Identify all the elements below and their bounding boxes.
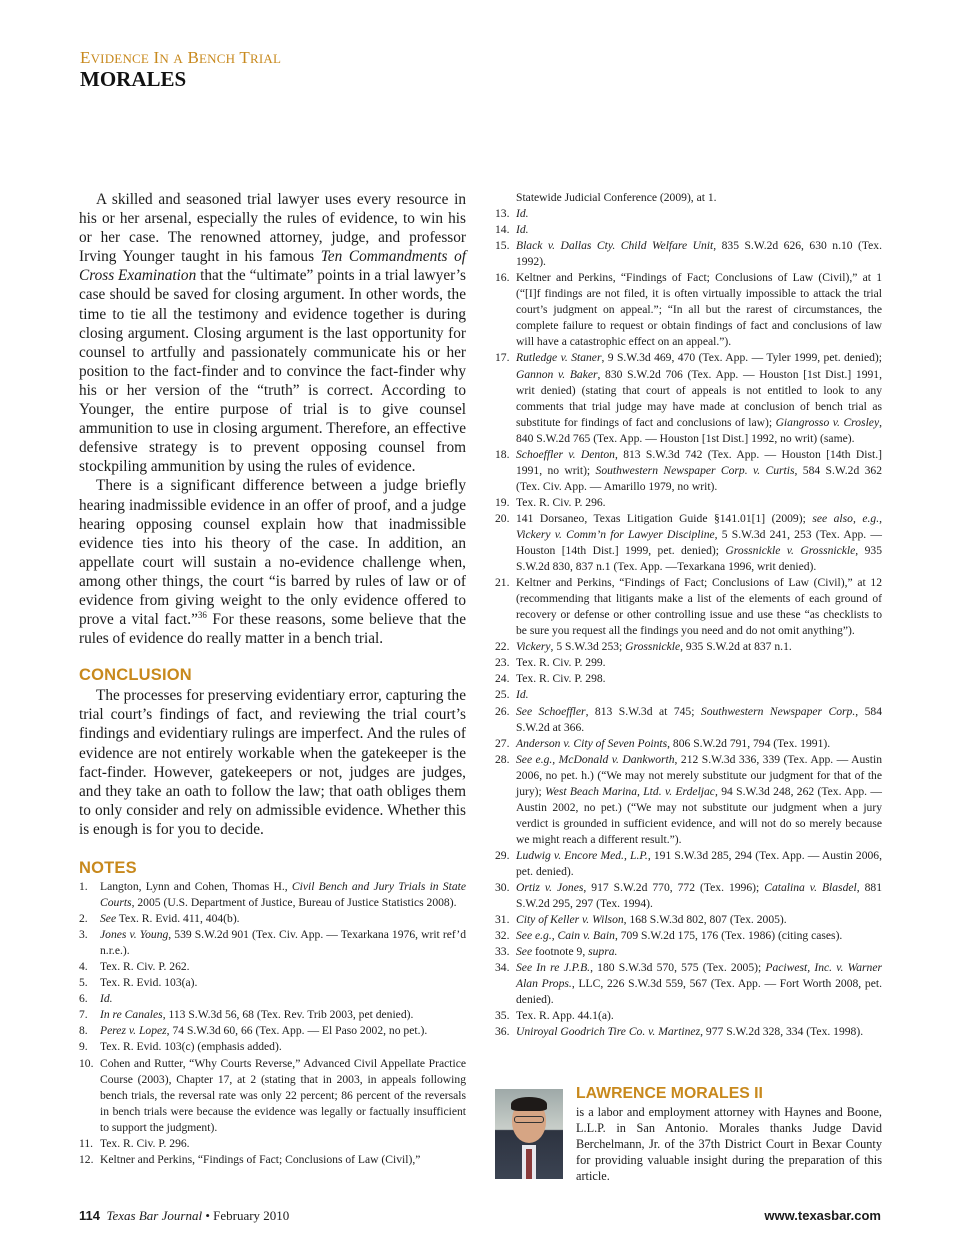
note-number: 4.: [79, 960, 88, 974]
note-item: [495, 575, 882, 639]
note-number: 30.: [495, 881, 510, 895]
note-item: [495, 848, 882, 880]
note-text: Tex. R. App. 44.1(a).: [516, 1009, 614, 1023]
note-item: [495, 639, 882, 655]
note-number: 1.: [79, 880, 88, 893]
note-number: 19.: [495, 495, 510, 509]
note-item: [495, 447, 882, 495]
note-item: [495, 687, 882, 703]
note-item: [495, 671, 882, 687]
note-item: [495, 752, 882, 848]
note-number: 13.: [495, 207, 510, 221]
note-text: Schoeffler v. Denton, 813 S.W.3d 742 (Tex. App. — Houston [14th Dist.] 1991, no writ); Southwestern Newspaper Corp. v. Curtis, 584 S.W.2d 362 (Tex. Civ. App. — Amarillo 1979, no writ).: [516, 447, 882, 493]
author-photo: [495, 1089, 563, 1179]
note-text: Tex. R. Civ. P. 299.: [516, 656, 606, 670]
note-number: 32.: [495, 929, 510, 943]
note-item: [495, 350, 882, 446]
note-text: Tex. R. Evid. 103(c) (emphasis added).: [100, 1040, 282, 1054]
note-number: 14.: [495, 223, 510, 237]
note-number: 33.: [495, 945, 510, 959]
note-text: Id.: [100, 992, 113, 1006]
note-text: 141 Dorsaneo, Texas Litigation Guide §141.01[1] (2009); see also, e.g., Vickery v. Comm’n for Lawyer Discipline, 5 S.W.3d 241, 253 (Tex. App. — Houston [14th Dist.] 1999, pet. denied); Grossnickle v. Grossnickle, 935 S.W.2d 830, 837 n.1 (Tex. App. —Texarkana 1996, writ denied).: [516, 511, 882, 574]
note-number: 35.: [495, 1009, 510, 1023]
section-kicker: EVIDENCE IN A BENCH TRIAL: [80, 48, 282, 67]
note-item: [495, 270, 882, 350]
note-number: 27.: [495, 736, 510, 750]
note-number: 34.: [495, 961, 510, 975]
note-item: [495, 736, 882, 752]
note-item: [495, 206, 882, 222]
note-text: In re Canales, 113 S.W.3d 56, 68 (Tex. Rev. Trib 2003, pet denied).: [100, 1008, 414, 1022]
note-number: 12.: [79, 1152, 94, 1166]
note-item: [79, 1136, 466, 1152]
note-item: [79, 1056, 466, 1136]
note-item: [495, 511, 882, 575]
note-text: Keltner and Perkins, “Findings of Fact; Conclusions of Law (Civil),” at 12 (recommending that litigants make a list of the elements of each ground of recovery or defense or other controlling issue and use these “as checklists to be sure you request all the findings you need and do not omit anything”).: [516, 576, 882, 638]
note-item: [495, 1024, 882, 1040]
note-item: [79, 975, 466, 991]
note-item: [495, 912, 882, 928]
author-bio: [495, 1085, 882, 1185]
note-text: Vickery, 5 S.W.3d 253; Grossnickle, 935 S.W.2d at 837 n.1.: [516, 640, 792, 654]
note-continuation: Statewide Judicial Conference (2009), at 1.: [516, 191, 717, 204]
note-number: 10.: [79, 1056, 94, 1070]
note-number: 26.: [495, 704, 510, 718]
note-text: Id.: [516, 207, 529, 221]
note-item: [495, 495, 882, 511]
note-item: [79, 1007, 466, 1023]
note-number: 36.: [495, 1025, 510, 1039]
note-item: [495, 1008, 882, 1024]
note-number: 31.: [495, 913, 510, 927]
note-text: Tex. R. Evid. 103(a).: [100, 976, 198, 990]
note-item: [495, 704, 882, 736]
note-number: 5.: [79, 976, 88, 990]
note-number: 24.: [495, 672, 510, 686]
note-text: Tex. R. Civ. P. 298.: [516, 672, 606, 686]
note-text: Tex. R. Civ. P. 296.: [516, 495, 606, 509]
note-number: 17.: [495, 351, 510, 365]
note-item: [79, 911, 466, 927]
note-item: [495, 928, 882, 944]
note-number: 2.: [79, 912, 88, 926]
note-text: See Schoeffler, 813 S.W.3d at 745; Southwestern Newspaper Corp., 584 S.W.2d at 366.: [516, 704, 882, 734]
note-text: See e.g., McDonald v. Dankworth, 212 S.W.3d 336, 339 (Tex. App. — Austin 2006, no pet. h.) (“We may not merely substitute our judgment for that of the jury); West Beach Marina, Ltd. v. Erdeljac, 94 S.W.3d 248, 262 (Tex. App. — Austin 2002, no pet.) (“We may not substitute our judgment when a jury verdict is grounded in sufficient evidence, and will not do so merely because we might reach a different result.”).: [516, 752, 882, 846]
note-item: [79, 991, 466, 1007]
note-item: [495, 222, 882, 238]
note-item: [495, 880, 882, 912]
bio-text: is a labor and employment attorney with Haynes and Boone, L.L.P. in San Antonio. Morales thanks Judge David Berchelmann, Jr. of the 37th District Court in Bexar County for providing valuable insight during the preparation of this article.: [576, 1105, 882, 1183]
note-number: 15.: [495, 239, 510, 253]
note-text: Anderson v. City of Seven Points, 806 S.W.2d 791, 794 (Tex. 1991).: [516, 736, 831, 750]
note-item: [79, 879, 466, 911]
page-number: 114: [79, 1208, 100, 1223]
conclusion-paragraph: The processes for preserving evidentiary error, capturing the trial court’s findings of fact, and reviewing the trial court’s findings and evidentiary rulings are imperfect. And the rules of evidence are not entirely workable when the gatekeeper is the fact-finder. However, gatekeepers or not, judges are judges, and they take an oath to follow the law; that oath obliges them to only consider and rely on admissible evidence. Whether this is enough is for you to decide.: [79, 687, 466, 838]
body-paragraph-1: A skilled and seasoned trial lawyer uses every resource in his or her arsenal, especially the rules of evidence, to win his or her case. The renowned attorney, judge, and professor Irving Younger taught in his famous Ten Commandments of Cross Examination that the “ultimate” points in a trial lawyer’s case should be saved for closing argument. In other words, the time to tie all the testimony and evidence together is during closing argument. Closing argument is the last opportunity for counsel to artfully and passionately communicate his or her position to the fact-finder and to convince the fact-finder why his or her version of the “truth” is correct. According to Younger, the entire purpose of trial is to give counsel ammunition to use in closing argument. Therefore, an effective defensive strategy is to prevent opposing counsel from stockpiling ammunition by using the rules of evidence.: [79, 191, 466, 476]
note-text: Keltner and Perkins, “Findings of Fact; Conclusions of Law (Civil),”: [100, 1152, 421, 1166]
note-text: See In re J.P.B., 180 S.W.3d 570, 575 (Tex. 2005); Paciwest, Inc. v. Warner Alan Props., LLC, 226 S.W.3d 559, 567 (Tex. App. — Fort Worth 2008, pet. denied).: [516, 961, 882, 1007]
note-number: 22.: [495, 640, 510, 654]
note-text: Jones v. Young, 539 S.W.2d 901 (Tex. Civ. App. — Texarkana 1976, writ ref’d n.r.e.).: [100, 928, 466, 958]
note-number: 3.: [79, 928, 88, 942]
note-item: [495, 655, 882, 671]
note-number: 25.: [495, 688, 510, 702]
note-number: 20.: [495, 511, 510, 525]
note-number: 8.: [79, 1024, 88, 1038]
note-number: 21.: [495, 576, 510, 590]
note-text: See e.g., Cain v. Bain, 709 S.W.2d 175, 176 (Tex. 1986) (citing cases).: [516, 929, 843, 943]
issue-date: February 2010: [213, 1208, 290, 1223]
note-text: Black v. Dallas Cty. Child Welfare Unit, 835 S.W.2d 626, 630 n.10 (Tex. 1992).: [516, 239, 882, 269]
notes-heading: NOTES: [79, 859, 137, 877]
note-text: See Tex. R. Evid. 411, 404(b).: [100, 912, 240, 926]
note-item: [79, 1152, 466, 1168]
note-text: Tex. R. Civ. P. 296.: [100, 1136, 190, 1150]
note-number: 28.: [495, 752, 510, 766]
note-number: 18.: [495, 447, 510, 461]
footer-page-info: [79, 1208, 289, 1224]
notes-list-right-items: [495, 206, 882, 1040]
left-column: [79, 190, 466, 1168]
note-number: 6.: [79, 992, 88, 1006]
note-text: Langton, Lynn and Cohen, Thomas H., Civil Bench and Jury Trials in State Courts, 2005 (U.S. Department of Justice, Bureau of Justice Statistics 2008).: [100, 880, 466, 910]
note-item: [79, 959, 466, 975]
note-item: [495, 944, 882, 960]
bio-name: LAWRENCE MORALES II: [576, 1085, 763, 1102]
right-column: [495, 190, 882, 1040]
note-item: [495, 238, 882, 270]
note-item: [79, 1039, 466, 1055]
note-text: City of Keller v. Wilson, 168 S.W.3d 802, 807 (Tex. 2005).: [516, 913, 787, 927]
note-text: Ortiz v. Jones, 917 S.W.2d 770, 772 (Tex. 1996); Catalina v. Blasdel, 881 S.W.2d 295, 297 (Tex. 1994).: [516, 881, 883, 911]
note-item: [79, 927, 466, 959]
notes-list-right: [495, 190, 882, 206]
note-text: Keltner and Perkins, “Findings of Fact; Conclusions of Law (Civil),” at 1 (“[I]f findings are not filed, it is often virtually impossible to attack the trial court’s judgment on appeal.”; “In all but the rarest of circumstances, the complete failure to request or obtain findings of fact and conclusions of law will have a catastrophic effect on an appeal.”).: [516, 271, 882, 349]
note-number: 7.: [79, 1008, 88, 1022]
note-text: Cohen and Rutter, “Why Courts Reverse,” Advanced Civil Appellate Practice Course (2003), Chapter 17, at 2 (stating that in 2003, in appeals following bench trials, the reversal rate was only 22 percent; 86 percent of the reversals in bench trials were because the evidence was legally or factually insufficient to support the judgment).: [100, 1056, 466, 1134]
note-item: [79, 1023, 466, 1039]
note-number: 23.: [495, 656, 510, 670]
note-number: 16.: [495, 271, 510, 285]
note-number: 9.: [79, 1040, 88, 1054]
conclusion-heading: CONCLUSION: [79, 666, 192, 685]
footer-url[interactable]: www.texasbar.com: [764, 1208, 881, 1223]
note-number: 29.: [495, 848, 510, 862]
notes-list-left: [79, 879, 466, 1168]
note-text: Perez v. Lopez, 74 S.W.3d 60, 66 (Tex. App. — El Paso 2002, no pet.).: [100, 1024, 428, 1038]
note-number: 11.: [79, 1136, 94, 1150]
note-text: Id.: [516, 688, 529, 702]
body-paragraph-2: There is a significant difference between a judge briefly hearing inadmissible evidence in an offer of proof, and a judge hearing opposing counsel explain how that inadmissible evidence ties into his theory of the case. In addition, an appellate court will sustain a no-evidence challenge when, among other things, the court “is barred by rules of law or of evidence from giving weight to the only evidence offered to prove a vital fact.”$^{36}$ For these reasons, some believe that the rules of evidence do really matter in a bench trial.: [79, 477, 466, 648]
note-text: Ludwig v. Encore Med., L.P., 191 S.W.3d 285, 294 (Tex. App. — Austin 2006, pet. denied).: [516, 848, 882, 878]
note-item: [495, 960, 882, 1008]
footer-bullet: •: [205, 1208, 210, 1223]
note-text: Id.: [516, 223, 529, 237]
note-text: Tex. R. Civ. P. 262.: [100, 960, 190, 974]
note-text: See footnote 9, supra.: [516, 945, 618, 959]
author-header: MORALES: [80, 67, 187, 91]
note-text: Uniroyal Goodrich Tire Co. v. Martinez, 977 S.W.2d 328, 334 (Tex. 1998).: [516, 1025, 864, 1039]
journal-name: Texas Bar Journal: [106, 1208, 203, 1223]
note-text: Rutledge v. Staner, 9 S.W.3d 469, 470 (Tex. App. — Tyler 1999, pet. denied); Gannon v. Baker, 830 S.W.2d 706 (Tex. App. — Houston [1st Dist.] 1991, writ denied) (stating that court of appeals is not entitled to look to any comments that trial judge may have made at conclusion of bench trial as substitute for findings of fact and conclusions of law); Giangrosso v. Crosley, 840 S.W.2d 765 (Tex. App. — Houston [1st Dist.] 1992, no writ) (same).: [516, 351, 882, 445]
